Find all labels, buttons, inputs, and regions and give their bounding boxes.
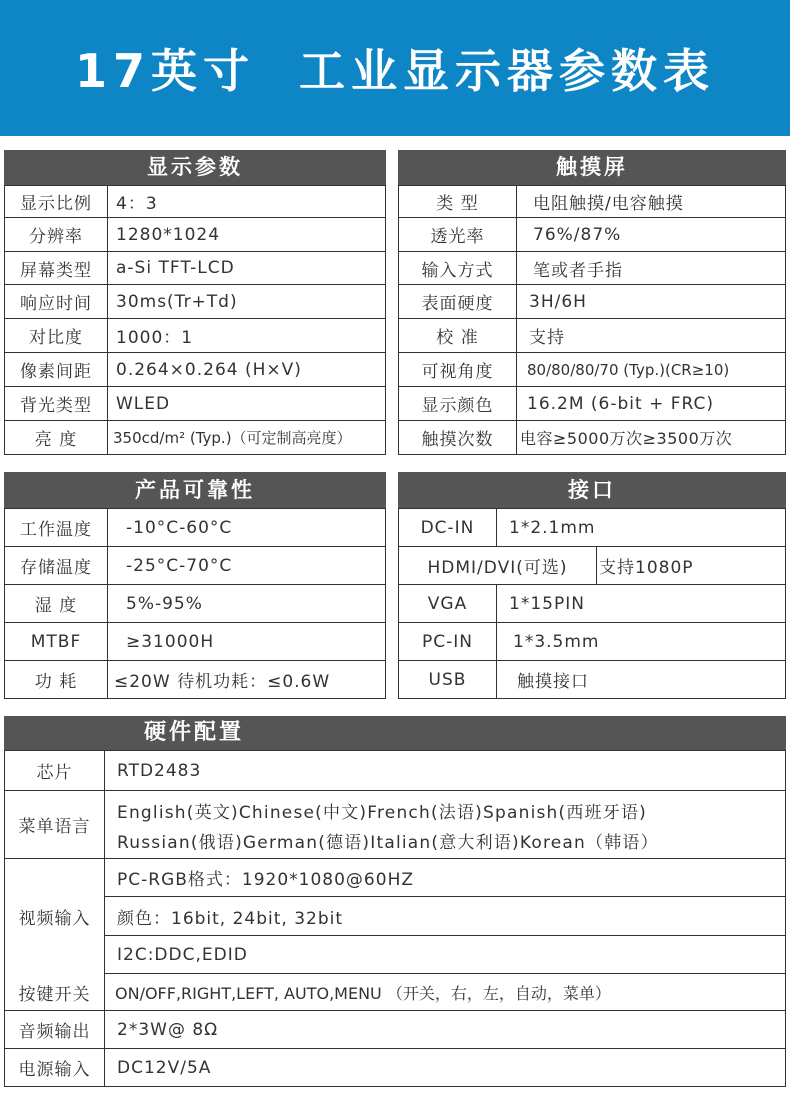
table-row	[399, 285, 785, 319]
spec-value: WLED	[116, 393, 171, 414]
display-table	[4, 185, 386, 455]
spec-label: 存储温度	[5, 547, 108, 584]
spec-value: a-Si TFT-LCD	[116, 258, 235, 278]
table-row	[399, 661, 785, 699]
table-row	[5, 751, 785, 791]
spec-label: 工作温度	[5, 509, 108, 546]
spec-label: 类 型	[399, 186, 517, 217]
spec-label: 表面硬度	[399, 285, 517, 318]
spec-value-cell	[105, 859, 785, 974]
spec-value: 0.264×0.264 (H×V)	[116, 359, 302, 380]
spec-value: PC-RGB格式：1920*1080@60HZ	[105, 859, 785, 897]
spec-value: ≥31000H	[126, 631, 215, 652]
interface-table	[398, 508, 786, 699]
spec-value: 1*2.1mm	[509, 517, 596, 538]
spec-value: 电阻触摸/电容触摸	[533, 194, 684, 214]
spec-label: PC-IN	[399, 623, 497, 660]
spec-value-cell	[105, 974, 785, 1010]
spec-value-cell	[105, 791, 785, 858]
spec-label: 显示比例	[5, 186, 108, 217]
spec-value: 2*3W@ 8Ω	[117, 1019, 219, 1040]
spec-value: 5%-95%	[126, 593, 203, 614]
spec-label: DC-IN	[399, 509, 497, 546]
table-row	[5, 319, 385, 353]
table-row	[399, 185, 785, 218]
spec-label: VGA	[399, 585, 497, 622]
spec-label: USB	[399, 661, 497, 698]
spec-label: 响应时间	[5, 285, 108, 318]
hardware-header: 硬件配置	[4, 716, 786, 750]
spec-value: Russian(俄语)German(德语)Italian(意大利语)Korean（韩语）	[117, 832, 659, 853]
spec-label: 显示颜色	[399, 387, 517, 420]
reliability-panel	[4, 472, 386, 699]
hardware-table	[4, 750, 786, 1087]
spec-value: 30ms(Tr+Td)	[116, 291, 238, 312]
display-panel	[4, 150, 386, 455]
spec-label: 屏幕类型	[5, 252, 108, 284]
table-row	[399, 508, 785, 547]
spec-label: 可视角度	[399, 353, 517, 386]
spec-label: 背光类型	[5, 387, 108, 420]
table-row	[5, 585, 385, 623]
spec-label: 输入方式	[399, 252, 517, 284]
spec-label: HDMI/DVI(可选)	[399, 547, 597, 584]
page-title: 17英寸 工业显示器参数表	[74, 44, 716, 98]
display-header: 显示参数	[4, 150, 386, 185]
spec-value-cell	[105, 1049, 785, 1086]
table-row	[5, 185, 385, 218]
touch-table	[398, 185, 786, 455]
spec-value: 1*15PIN	[509, 593, 585, 614]
spec-value: 颜色：16bit, 24bit, 32bit	[105, 897, 785, 936]
table-row	[5, 1011, 785, 1049]
table-row	[5, 387, 385, 421]
spec-value: ON/OFF,RIGHT,LEFT, AUTO,MENU （开关，右，左，自动，菜单）	[115, 983, 611, 1003]
reliability-header: 产品可靠性	[4, 472, 386, 508]
spec-label: 按键开关	[5, 974, 105, 1010]
spec-label: 湿 度	[5, 585, 108, 622]
spec-label: 像素间距	[5, 353, 108, 386]
table-row	[399, 218, 785, 252]
spec-value: -25°C-70°C	[126, 555, 233, 576]
table-row	[399, 585, 785, 623]
spec-value-cell	[105, 1011, 785, 1048]
table-row	[5, 285, 385, 319]
table-row	[5, 421, 385, 455]
spec-label: 菜单语言	[5, 791, 105, 858]
spec-value: 350cd/m² (Typ.)（可定制高亮度）	[113, 429, 352, 447]
spec-value: -10°C-60°C	[126, 517, 233, 538]
spec-value: 触摸接口	[517, 672, 589, 692]
spec-value: DC12V/5A	[117, 1057, 212, 1078]
table-row	[399, 252, 785, 285]
table-row	[5, 974, 785, 1011]
spec-label: 分辨率	[5, 218, 108, 251]
spec-label: 透光率	[399, 218, 517, 251]
spec-label: 音频输出	[5, 1011, 105, 1048]
spec-value: 80/80/80/70 (Typ.)(CR≥10)	[527, 360, 730, 379]
spec-value: 3H/6H	[529, 291, 587, 312]
spec-value: I2C:DDC,EDID	[105, 936, 785, 974]
reliability-table	[4, 508, 386, 699]
touch-panel	[398, 150, 786, 455]
spec-value: 1*3.5mm	[513, 631, 600, 652]
spec-value: 16.2M (6-bit + FRC)	[527, 393, 714, 414]
spec-label: 视频输入	[5, 859, 105, 974]
table-row	[5, 1049, 785, 1087]
spec-label: 对比度	[5, 319, 108, 352]
hardware-panel	[4, 716, 786, 1087]
spec-label: 芯片	[5, 751, 105, 790]
spec-value: 笔或者手指	[533, 260, 623, 281]
spec-value: RTD2483	[117, 760, 202, 781]
table-row	[5, 252, 385, 285]
spec-value-cell	[105, 751, 785, 790]
spec-value: ≤20W 待机功耗：≤0.6W	[114, 672, 331, 692]
spec-label: 亮 度	[5, 421, 108, 454]
table-row	[399, 623, 785, 661]
spec-value: 1280*1024	[116, 224, 221, 245]
table-row	[399, 387, 785, 421]
table-row	[5, 791, 785, 859]
spec-value: 电容≥5000万次≥3500万次	[520, 429, 733, 448]
spec-label: 功 耗	[5, 661, 108, 698]
interface-header: 接口	[398, 472, 786, 508]
table-row	[5, 508, 385, 547]
table-row	[5, 859, 785, 974]
table-row	[5, 623, 385, 661]
spec-value: 支持	[529, 328, 565, 348]
table-row	[399, 319, 785, 353]
spec-label: 电源输入	[5, 1049, 105, 1086]
table-row	[399, 421, 785, 455]
spec-value: English(英文)Chinese(中文)French(法语)Spanish(西班牙语)	[117, 802, 647, 823]
spec-label: MTBF	[5, 623, 108, 660]
spec-value: 76%/87%	[533, 224, 622, 245]
table-row	[5, 547, 385, 585]
spec-label: 校 准	[399, 319, 517, 352]
spec-value: 1000：1	[116, 328, 194, 348]
interface-panel	[398, 472, 786, 699]
spec-label: 触摸次数	[399, 421, 517, 454]
title-banner	[0, 0, 790, 136]
table-row	[399, 353, 785, 387]
table-row	[399, 547, 785, 585]
table-row	[5, 218, 385, 252]
table-row	[5, 353, 385, 387]
touch-header: 触摸屏	[398, 150, 786, 185]
spec-value: 支持1080P	[599, 558, 694, 578]
spec-value: 4：3	[116, 194, 158, 214]
table-row	[5, 661, 385, 699]
